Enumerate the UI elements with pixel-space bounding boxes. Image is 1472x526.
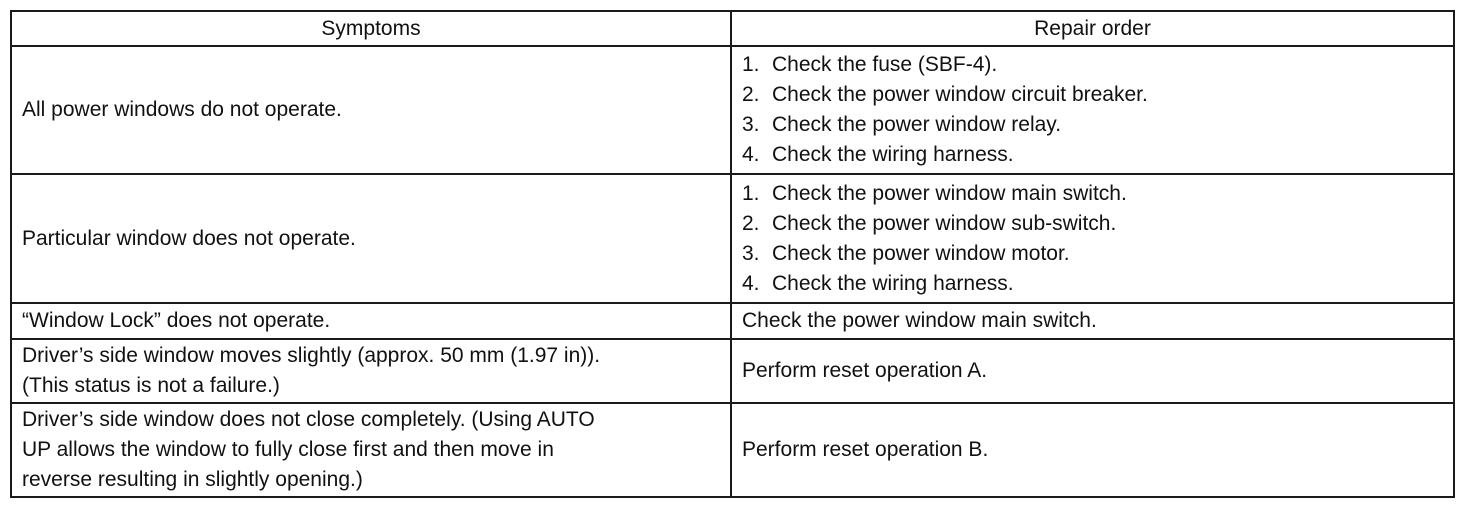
repair-cell — [731, 403, 1454, 497]
step-text: Check the power window relay. — [772, 113, 1062, 136]
step-text: Check the wiring harness. — [772, 143, 1014, 166]
symptom-text: Driver’s side window does not close completely. (Using AUTO — [22, 408, 595, 431]
repair-text: Check the power window main switch. — [742, 309, 1097, 332]
header-repair-order: Repair order — [731, 11, 1454, 46]
symptom-cell — [11, 174, 731, 303]
repair-cell — [731, 174, 1454, 303]
symptom-text: Particular window does not operate. — [22, 226, 356, 250]
repair-step — [742, 80, 1443, 110]
step-text: Check the power window main switch. — [772, 181, 1127, 205]
table-row — [11, 303, 1454, 339]
repair-cell — [731, 46, 1454, 174]
symptom-text: Driver’s side window moves slightly (approx. 50 mm (1.97 in)). — [22, 344, 601, 367]
step-number: 1. — [742, 181, 760, 205]
repair-step — [742, 239, 1443, 269]
symptom-text: UP allows the window to fully close first and then move in — [22, 438, 554, 461]
repair-text: Perform reset operation A. — [742, 359, 988, 382]
symptom-text: “Window Lock” does not operate. — [22, 309, 331, 332]
step-number: 3. — [742, 241, 760, 265]
repair-step — [742, 50, 1443, 80]
step-text: Check the wiring harness. — [772, 271, 1014, 295]
table-header-row — [11, 11, 1454, 46]
repair-text: Perform reset operation B. — [742, 438, 989, 461]
symptom-text: reverse resulting in slightly opening.) — [22, 468, 363, 491]
step-number: 4. — [742, 143, 760, 166]
table-row — [11, 339, 1454, 403]
table-row — [11, 46, 1454, 174]
step-number: 4. — [742, 271, 760, 295]
repair-step — [742, 269, 1443, 299]
header-symptoms: Symptoms — [11, 11, 731, 46]
symptom-text: (This status is not a failure.) — [22, 374, 280, 397]
table-row — [11, 403, 1454, 497]
step-number: 2. — [742, 211, 760, 235]
repair-cell — [731, 339, 1454, 403]
step-number: 3. — [742, 113, 760, 136]
repair-step — [742, 179, 1443, 209]
step-text: Check the power window motor. — [772, 241, 1070, 265]
repair-step — [742, 110, 1443, 140]
step-text: Check the power window circuit breaker. — [772, 83, 1148, 106]
repair-step-list — [742, 50, 1443, 170]
repair-order-table — [10, 10, 1455, 498]
repair-cell — [731, 303, 1454, 339]
symptom-cell — [11, 403, 731, 497]
step-text: Check the fuse (SBF-4). — [772, 53, 998, 76]
repair-step — [742, 209, 1443, 239]
symptom-cell — [11, 303, 731, 339]
repair-step — [742, 140, 1443, 170]
symptom-text: All power windows do not operate. — [22, 98, 342, 121]
step-text: Check the power window sub-switch. — [772, 211, 1117, 235]
repair-step-list — [742, 179, 1443, 299]
symptom-cell — [11, 339, 731, 403]
step-number: 2. — [742, 83, 760, 106]
symptom-cell — [11, 46, 731, 174]
table-row — [11, 174, 1454, 303]
step-number: 1. — [742, 53, 760, 76]
